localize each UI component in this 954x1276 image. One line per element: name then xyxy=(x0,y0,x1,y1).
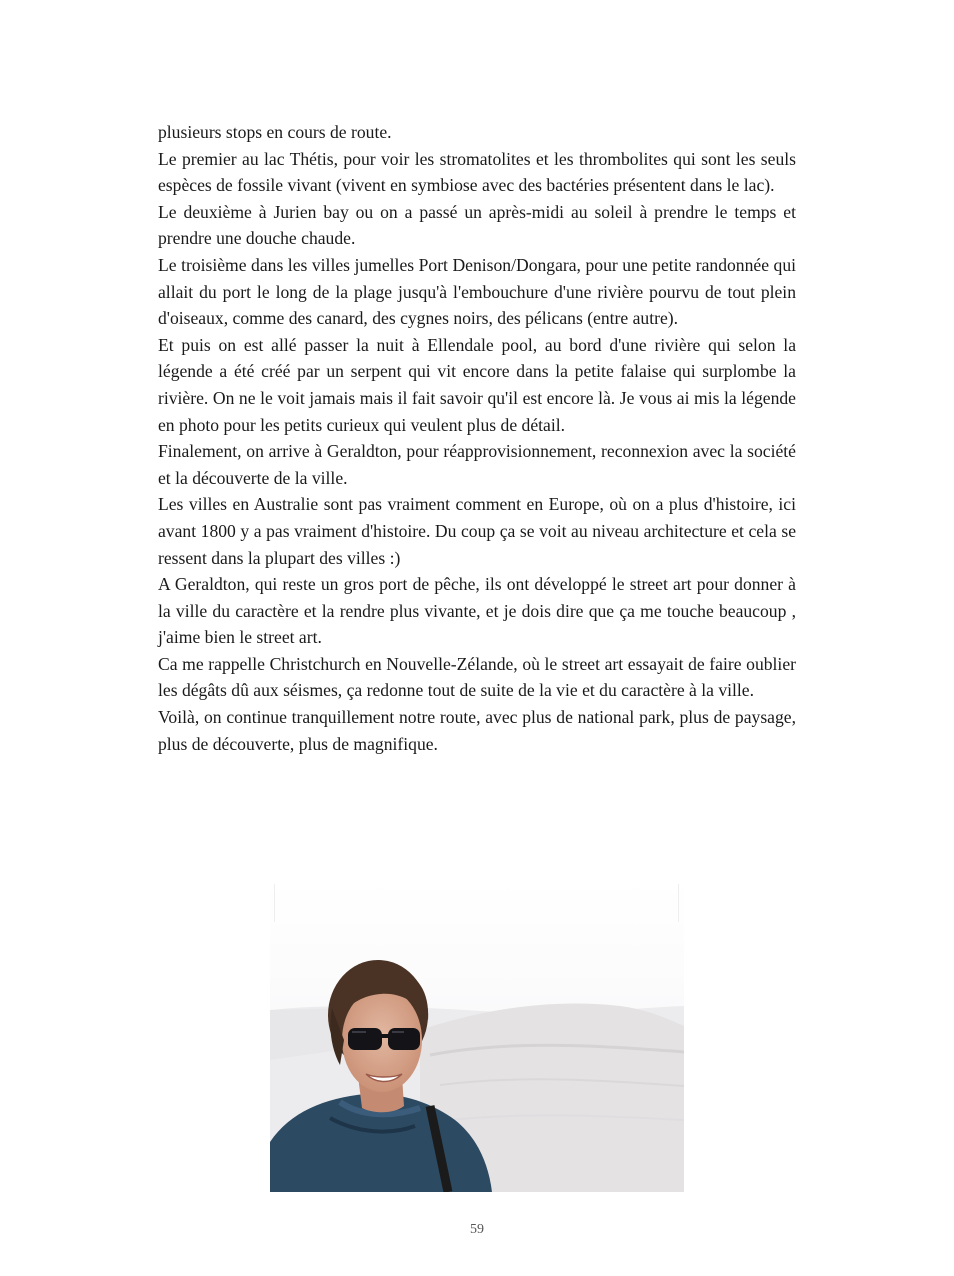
paragraph: Voilà, on continue tranquillement notre route, avec plus de national park, plus de paysage, plus de découverte, plus de magnifique. xyxy=(158,707,796,754)
paragraph: Les villes en Australie sont pas vraiment comment en Europe, où on a plus d'histoire, ici avant 1800 y a pas vraiment d'histoire. Du coup ça se voit au niveau architecture et cela se ressent dans la plupart des villes :) xyxy=(158,494,796,568)
paragraph: Finalement, on arrive à Geraldton, pour réapprovisionnement, reconnexion avec la société et la découverte de la ville. xyxy=(158,441,796,488)
paragraph: Le deuxième à Jurien bay ou on a passé un après-midi au soleil à prendre le temps et prendre une douche chaude. xyxy=(158,201,796,249)
paragraph: Ca me rappelle Christchurch en Nouvelle-Zélande, où le street art essayait de faire oublier les dégâts dû aux séismes, ça redonne tout de suite de la vie et du caractère à la ville. xyxy=(158,653,796,701)
selfie-photo xyxy=(270,880,684,1192)
selfie-illustration xyxy=(270,880,684,1192)
body-text xyxy=(158,119,796,757)
paragraph: plusieurs stops en cours de route. xyxy=(158,122,392,142)
paragraph: Le premier au lac Thétis, pour voir les stromatolites et les thrombolites qui sont les seuls espèces de fossile vivant (vivent en symbiose avec des bactéries présentent dans le lac). xyxy=(158,148,796,196)
paragraph: A Geraldton, qui reste un gros port de pêche, ils ont développé le street art pour donner à la ville du caractère et la rendre plus vivante, et je dois dire que ça me touche beaucoup , j'aime bien le street art. xyxy=(158,574,796,648)
paragraph: Et puis on est allé passer la nuit à Ellendale pool, au bord d'une rivière qui selon la légende a été créé par un serpent qui vit encore dans la petite falaise qui surplombe la rivière. On ne le voit jamais mais il fait savoir qu'il est encore là. Je vous ai mis la légende en photo pour les petits curieux qui veulent plus de détail. xyxy=(158,334,796,435)
page-number: 59 xyxy=(470,1222,484,1237)
paragraph: Le troisième dans les villes jumelles Port Denison/Dongara, pour une petite randonnée qui allait du port le long de la plage jusqu'à l'embouchure d'une rivière pourvu de tout plein d'oiseaux, comme des canard, des cygnes noirs, des pélicans (entre autre). xyxy=(158,254,796,329)
